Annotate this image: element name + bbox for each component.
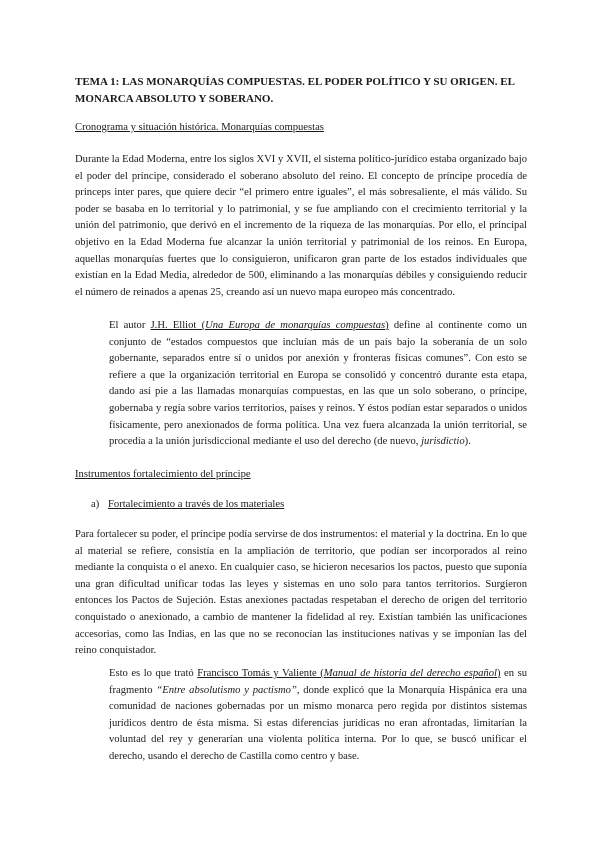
author-tomas-valiente: Francisco Tomás y Valiente <box>197 668 317 679</box>
section-heading-instrumentos: Instrumentos fortalecimiento del príncipe <box>75 469 251 480</box>
quote-elliot-end: ). <box>464 436 471 448</box>
work-elliot: Una Europa de monarquías compuestas <box>205 320 386 331</box>
fragment-title: “Entre absolutismo y pactismo” <box>156 684 297 696</box>
quote-elliot-body: define al continente como un conjunto de “estados compuestos que incluían más de un país bajo la soberanía de un solo gobernante, separados entre sí o unidos por anexión y fronteras físicas comunes”. Con esto se refiere a que la organización territorial en Europa se consolidó y concentró durante esta etapa, dando así pie a las llamadas monarquías compuestas, en las que un solo soberano, o príncipe, gobernaba y regía sobre varios territorios, países y reinos. Y éstos podían estar separados o unidos físicamente, pero anexionados de forma política. Una vez fuera alcanzada la unión territorial, se procedía a la unión jurisdiccional mediante el uso del derecho (de nuevo, <box>109 320 527 448</box>
quote-tv-close: ) <box>496 668 501 679</box>
page-title: TEMA 1: LAS MONARQUÍAS COMPUESTAS. EL PODER POLÍTICO Y SU ORIGEN. EL MONARCA ABSOLUTO Y SOBERANO. <box>75 76 515 105</box>
quote-tomas-valiente <box>109 666 527 766</box>
term-jurisdictio: jurisdictio <box>421 436 465 448</box>
quote-tv-body: , donde explicó que la Monarquía Hispánica era una comunidad de naciones gobernadas por un mismo monarca pero regida por distintos sistemas jurídicos dentro de ésta misma. Si estas diferencias jurídicas no eran afrontadas, limitarían la voluntad del rey y generarían una violenta política interna. Por lo que, se buscó unificar el derecho, usando el derecho de Castilla como centro y base. <box>109 684 527 762</box>
author-elliot: J.H. Elliot <box>150 320 197 331</box>
paragraph-materiales: Para fortalecer su poder, el príncipe podía servirse de dos instrumentos: el material y la doctrina. En lo que al material se refiere, consistía en la ampliación de territorio, que podían ser incorporados al reino mediante la conquista o el anexo. En cualquier caso, se hicieron necesarios los pactos, puesto que suponía una gran dificultad unificar todas las leyes y sistemas en uno solo para tantos territorios. Surgieron entonces los Pactos de Sujeción. Estas anexiones pactadas respetaban el derecho de origen del territorio conquistado o anexionado, a cambio de mantener la fidelidad al rey. Existían también las unificaciones accesorias, como las Indias, en las que no se reconocían las instituciones nativas y se imponían las del reino conquistador. <box>75 529 528 657</box>
quote-tv-mid: en su fragmento <box>109 668 527 696</box>
work-tomas-valiente: Manual de historia del derecho español <box>323 668 497 679</box>
quote-elliot-close: ) <box>385 320 389 331</box>
quote-elliot-pre: El autor <box>109 320 151 331</box>
quote-tv-open: ( <box>316 668 324 679</box>
quote-tv-pre: Esto es lo que trató <box>109 668 198 679</box>
quote-elliot-open: ( <box>196 320 206 331</box>
quote-elliot <box>109 318 527 451</box>
section-heading-cronograma: Cronograma y situación histórica. Monarquías compuestas <box>75 122 324 133</box>
list-item-a <box>91 497 284 514</box>
list-marker-a: a) <box>91 499 100 510</box>
list-label-materiales: Fortalecimiento a través de los materiales <box>108 499 285 510</box>
paragraph-edad-moderna: Durante la Edad Moderna, entre los siglos XVI y XVII, el sistema político-jurídico estaba organizado bajo el poder del príncipe, considerado el soberano absoluto del reino. El concepto de príncipe procedía de princeps inter pares, que quiere decir “el primero entre iguales”, el más sobresaliente, el más válido. Su poder se basaba en lo territorial y lo patrimonial, y se fue ampliando con el crecimiento territorial y la unión del patrimonio, que derivó en el incremento de la riqueza de las monarquías. Por ello, el principal objetivo en la Edad Moderna fue alcanzar la unión territorial y patrimonial de los reinos. En Europa, aquellas monarquías fuertes que lo consiguieron, unificaron gran parte de los estados individuales que existían en la Edad Media, alrededor de 500, eliminando a las monarquías débiles y consiguiendo reducir el número de reinados a apenas 25, creando así un nuevo mapa europeo más concentrado. <box>75 154 527 298</box>
